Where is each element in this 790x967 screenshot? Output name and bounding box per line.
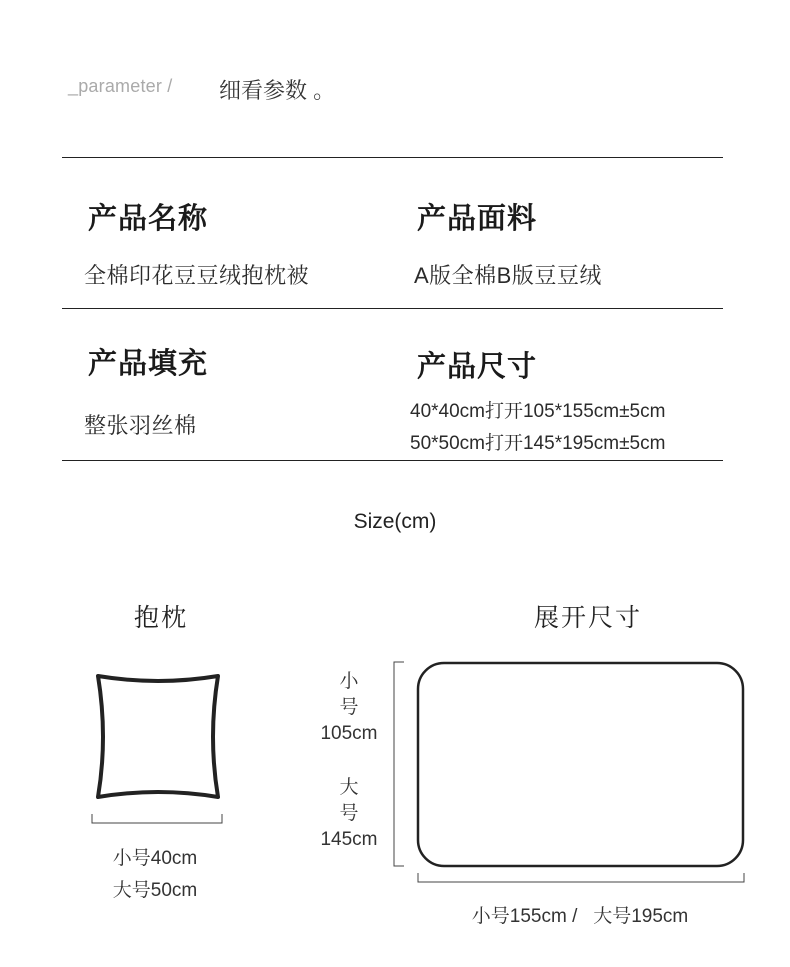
- blanket-large-height-char1: 大: [339, 777, 359, 798]
- product-size-label: 产品尺寸: [417, 351, 538, 383]
- pillow-large-size: 大号50cm: [112, 880, 198, 901]
- product-filling-label: 产品填充: [88, 348, 209, 380]
- blanket-outline: [418, 663, 743, 866]
- blanket-width-label: 小号155cm / 大号195cm: [471, 906, 689, 927]
- blanket-small-height-value: 105cm: [320, 723, 378, 744]
- blanket-large-height-label: [309, 775, 389, 853]
- product-size-value-large: 50*50cm打开145*195cm±5cm: [410, 433, 666, 454]
- blanket-height-bracket: [394, 662, 404, 866]
- product-fabric-value: A版全棉B版豆豆绒: [414, 263, 602, 288]
- pillow-width-bracket: [92, 814, 222, 823]
- pillow-small-size: 小号40cm: [112, 848, 198, 869]
- product-name-value: 全棉印花豆豆绒抱枕被: [84, 263, 310, 288]
- pillow-title: 抱枕: [134, 604, 189, 632]
- blanket-large-height-char2: 号: [339, 803, 359, 824]
- header-en-label: _parameter /: [68, 76, 173, 96]
- product-size-value-small: 40*40cm打开105*155cm±5cm: [410, 401, 666, 422]
- blanket-width-bracket: [418, 873, 744, 882]
- header-cn-title: 细看参数 。: [219, 78, 336, 103]
- product-fabric-label: 产品面料: [417, 203, 538, 235]
- product-name-label: 产品名称: [88, 203, 209, 235]
- pillow-outline: [98, 676, 218, 797]
- blanket-small-height-char2: 号: [339, 697, 359, 718]
- blanket-small-height-label: [309, 669, 389, 747]
- size-section-title: Size(cm): [353, 510, 437, 533]
- blanket-large-height-value: 145cm: [320, 829, 378, 850]
- unfolded-title: 展开尺寸: [534, 604, 643, 632]
- product-filling-value: 整张羽丝棉: [84, 413, 197, 438]
- blanket-small-height-char1: 小: [339, 671, 359, 692]
